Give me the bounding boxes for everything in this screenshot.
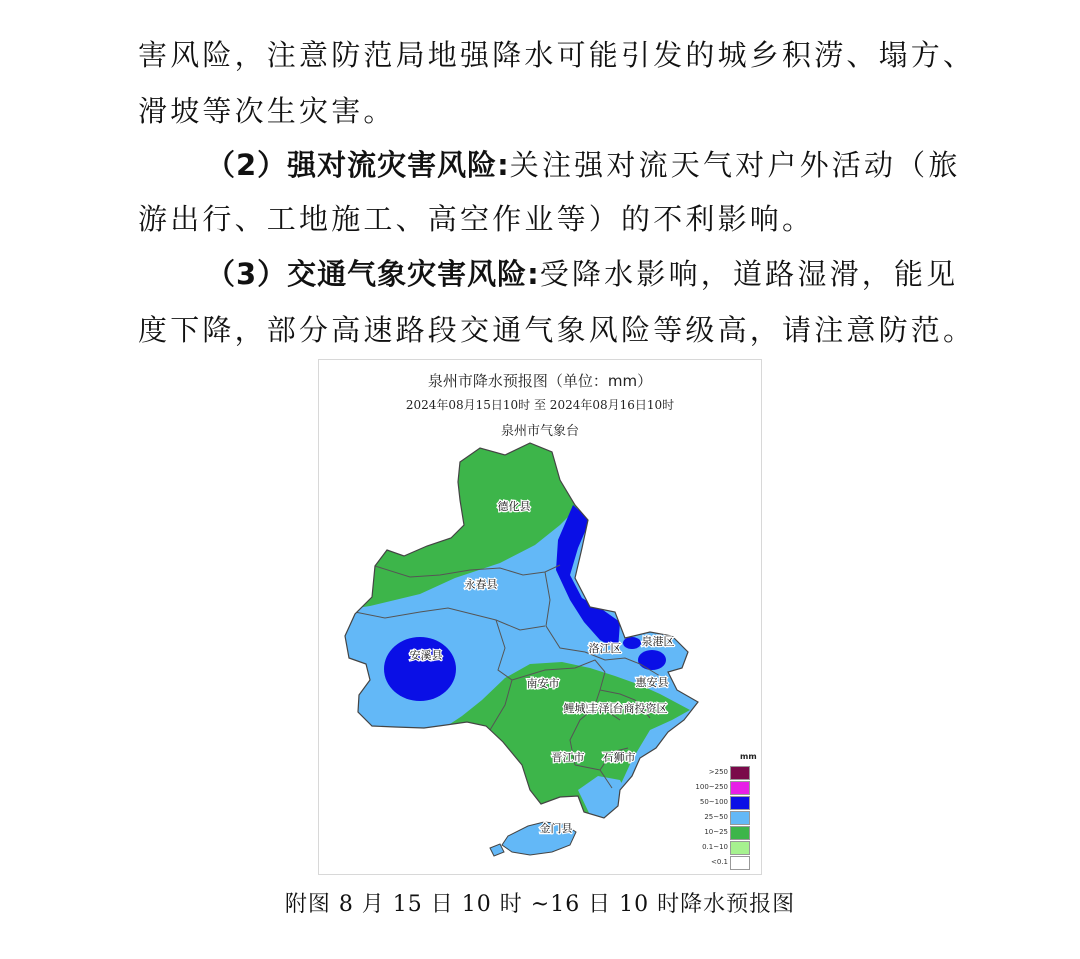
paragraph-line-6: 度下降，部分高速路段交通气象风险等级高，请注意防范。	[138, 313, 976, 347]
county-label-licheng: 鲤城区	[563, 702, 597, 715]
legend-swatch	[730, 856, 750, 870]
jinmen-islet	[490, 844, 504, 856]
legend-swatch	[730, 781, 750, 795]
legend-label: 50~100	[699, 798, 728, 806]
legend-label: >250	[708, 768, 728, 776]
paragraph-line-2: 滑坡等次生灾害。	[138, 94, 396, 128]
legend-swatch	[730, 811, 750, 825]
legend-swatch	[730, 766, 750, 780]
legend-swatch	[730, 841, 750, 855]
legend-item	[686, 856, 756, 870]
legend-swatch	[730, 796, 750, 810]
zone-50-100-anxi	[384, 637, 456, 701]
legend-swatch	[730, 826, 750, 840]
county-label-yongchun: 永春县	[464, 578, 498, 591]
county-label-taishang: 台商投资区	[612, 702, 668, 715]
county-label-nanan: 南安市	[526, 677, 560, 690]
county-label-luojiang: 洛江区	[588, 642, 622, 655]
legend-label: 10~25	[704, 828, 728, 836]
legend-item	[686, 796, 756, 810]
county-label-anxi: 安溪县	[409, 649, 443, 662]
legend-label: 0.1~10	[702, 843, 728, 851]
county-label-dehua: 德化县	[497, 500, 531, 513]
county-label-huian: 惠安县	[635, 676, 669, 689]
zone-50-100-coast-west	[623, 637, 641, 649]
legend-item	[686, 826, 756, 840]
legend-item	[686, 766, 756, 780]
map-date-range: 2024年08月15日10时 至 2024年08月16日10时	[405, 398, 675, 412]
zone-50-100-quangang	[638, 650, 666, 670]
county-label-jinmen: 金门县	[539, 822, 573, 835]
item-3-text: 受降水影响，道路湿滑，能见	[539, 257, 959, 291]
legend-label: 25~50	[704, 813, 728, 821]
paragraph-line-1: 害风险，注意防范局地强降水可能引发的城乡积涝、塌方、	[138, 38, 976, 72]
legend-unit: mm	[740, 752, 757, 761]
item-3-label: （3）交通气象灾害风险:	[206, 257, 540, 291]
paragraph-line-4: 游出行、工地施工、高空作业等）的不利影响。	[138, 202, 815, 236]
legend-item	[686, 841, 756, 855]
figure-caption: 附图 8 月 15 日 10 时 ~16 日 10 时降水预报图	[284, 892, 796, 917]
county-label-jinjiang: 晋江市	[551, 751, 585, 764]
item-2-label: （2）强对流灾害风险:	[206, 148, 510, 182]
legend-label: 100~250	[695, 783, 728, 791]
county-label-fengze: 丰泽区	[587, 702, 621, 715]
map-issuer: 泉州市气象台	[500, 424, 579, 439]
map-title: 泉州市降水预报图（单位：mm）	[427, 372, 653, 390]
legend-item	[686, 781, 756, 795]
legend-label: <0.1	[711, 858, 728, 866]
item-2-text: 关注强对流天气对户外活动（旅	[509, 148, 961, 182]
county-label-quangang: 泉港区	[641, 635, 675, 648]
county-label-shishi: 石狮市	[602, 751, 636, 764]
legend-item	[686, 811, 756, 825]
